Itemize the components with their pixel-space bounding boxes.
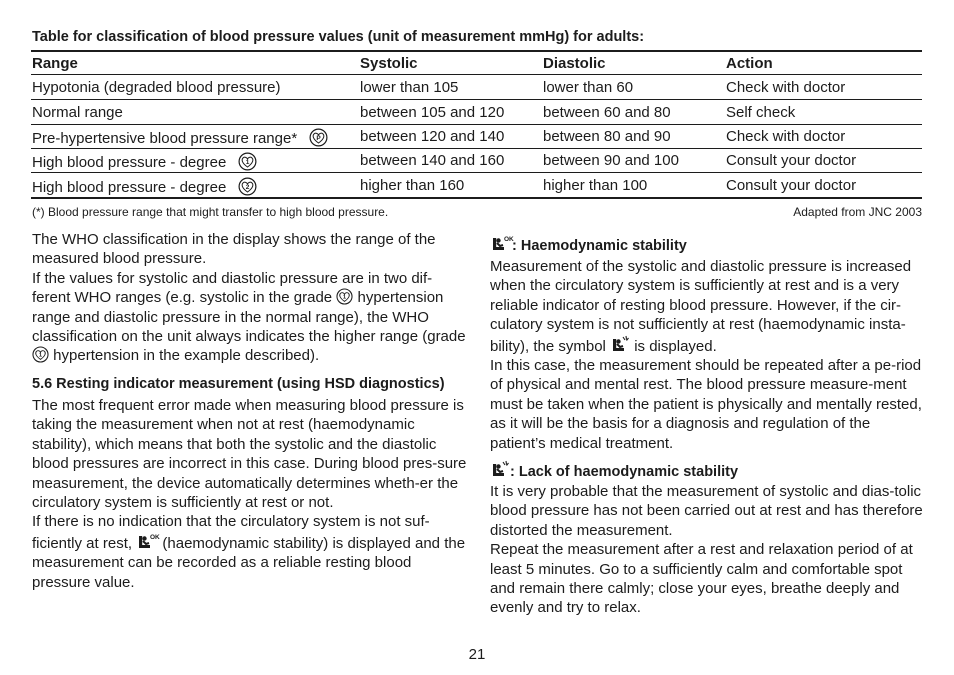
row-hypotonia-range: Hypotonia (degraded blood pressure) bbox=[32, 79, 281, 96]
row-grade2-range bbox=[32, 177, 257, 197]
haemodynamic-instability-icon bbox=[490, 460, 510, 479]
svg-text:2: 2 bbox=[246, 184, 250, 191]
stability-heading: OK : Haemodynamic stability bbox=[490, 234, 687, 255]
row-grade2-diastolic: higher than 100 bbox=[543, 177, 648, 194]
row-prehypertensive-label: Pre-hypertensive blood pressure range* bbox=[32, 130, 298, 147]
row-grade1-label: High blood pressure - degree bbox=[32, 154, 227, 171]
svg-text:1: 1 bbox=[38, 353, 43, 360]
row-hypotonia-systolic: lower than 105 bbox=[360, 79, 459, 96]
grade-p-heart-icon bbox=[309, 128, 328, 147]
table-caption: Table for classification of blood pressure values (unit of measurement mmHg) for adults: bbox=[32, 29, 645, 45]
table-source: Adapted from JNC 2003 bbox=[793, 205, 922, 219]
row-grade1-range bbox=[32, 152, 257, 172]
grade-1-heart-icon bbox=[32, 346, 49, 363]
row-grade2-action: Consult your doctor bbox=[726, 177, 857, 194]
table-footnote: (*) Blood pressure range that might transfer to high blood pressure. bbox=[32, 205, 389, 219]
svg-text:OK: OK bbox=[150, 533, 160, 541]
lack-paragraph-2: Repeat the measurement after a rest and relaxation period of at least 5 minutes. Go to a sufficiently calm and comfortable spot and remain there calmly; close your eyes, breathe deeply and evenly and try to relax. bbox=[490, 541, 913, 617]
svg-text:P: P bbox=[316, 135, 321, 142]
hsd-paragraph-2: If there is no indication that the circulatory system is not suf-ficiently at rest, OK (haemodynamic stability) is displayed and the measurement can be recorded as a reliable resting blood pressure value. bbox=[32, 513, 466, 591]
hsd-paragraph-1: The most frequent error made when measuring blood pressure is taking the measurement when not at rest (haemodynamic stability), which means that both the systolic and the diastolic blood pressures are incorrect in this case. During blood pres-sure measurement, the device automatically determines wheth-er the circulatory system is sufficiently at rest or not. bbox=[32, 397, 467, 512]
row-grade1-systolic: between 140 and 160 bbox=[360, 152, 505, 169]
row-grade1-diastolic: between 90 and 100 bbox=[543, 152, 679, 169]
row-prehypertensive-systolic: between 120 and 140 bbox=[360, 128, 505, 145]
row-prehypertensive-range bbox=[32, 128, 328, 148]
grade-1-heart-icon bbox=[336, 288, 353, 305]
who-classification-text bbox=[32, 230, 468, 366]
row-grade2-systolic: higher than 160 bbox=[360, 177, 465, 194]
row-prehypertensive-action: Check with doctor bbox=[726, 128, 846, 145]
table-rule bbox=[31, 172, 922, 173]
header-systolic: Systolic bbox=[360, 55, 418, 72]
haemodynamic-stability-ok-icon bbox=[490, 234, 512, 253]
svg-text:1: 1 bbox=[246, 159, 250, 166]
lack-paragraph-1: It is very probable that the measurement of systolic and dias-tolic blood pressure has not been carried out at rest and has therefore distorted the measurement. bbox=[490, 483, 923, 539]
table-rule bbox=[31, 124, 922, 125]
stability-text bbox=[490, 257, 924, 453]
lack-heading: : Lack of haemodynamic stability bbox=[490, 460, 738, 481]
who-paragraph-1: The WHO classification in the display shows the range of the measured blood pressure. bbox=[32, 231, 436, 268]
header-action: Action bbox=[726, 55, 773, 72]
page-number: 21 bbox=[468, 646, 486, 663]
section-heading-5-6: 5.6 Resting indicator measurement (using HSD diagnostics) bbox=[32, 376, 445, 392]
row-hypotonia-action: Check with doctor bbox=[726, 79, 846, 96]
row-grade1-action: Consult your doctor bbox=[726, 152, 857, 169]
row-normal-diastolic: between 60 and 80 bbox=[543, 104, 671, 121]
svg-text:OK: OK bbox=[504, 236, 514, 243]
stability-paragraph-1: Measurement of the systolic and diastolic pressure is increased when the circulatory system is sufficiently at rest and is a very reliable indicator of resting blood pressure. However, if the cir-culatory system is not sufficiently at rest (haemodynamic insta-bility), the symbol is displayed. bbox=[490, 258, 912, 355]
header-range: Range bbox=[32, 55, 78, 72]
table-rule bbox=[31, 74, 922, 75]
svg-text:1: 1 bbox=[343, 294, 347, 301]
haemodynamic-instability-icon bbox=[610, 335, 630, 354]
stability-paragraph-2: In this case, the measurement should be repeated after a pe-riod of physical and mental rest. The blood pressure measure-ment must be taken when the patient is physically and mentally rested, as it will be the basis for a diagnosis and regulation of the patient’s medical treatment. bbox=[490, 357, 922, 452]
row-prehypertensive-diastolic: between 80 and 90 bbox=[543, 128, 671, 145]
row-normal-range: Normal range bbox=[32, 104, 123, 121]
header-diastolic: Diastolic bbox=[543, 55, 606, 72]
who-paragraph-2: If the values for systolic and diastolic pressure are in two dif-ferent WHO ranges (e.g. systolic in the grade 1 hypertension range and diastolic pressure in the normal range), the WHO classification on the unit always indicates the higher range (grade 1 hypertension in the example described). bbox=[32, 269, 466, 365]
table-bottom-rule bbox=[31, 197, 922, 199]
lack-text bbox=[490, 482, 924, 618]
grade-1-heart-icon bbox=[238, 152, 257, 171]
table-rule bbox=[31, 148, 922, 149]
row-hypotonia-diastolic: lower than 60 bbox=[543, 79, 634, 96]
grade-2-heart-icon bbox=[238, 177, 257, 196]
haemodynamic-stability-ok-icon bbox=[136, 532, 158, 551]
table-rule bbox=[31, 99, 922, 100]
row-grade2-label: High blood pressure - degree bbox=[32, 179, 227, 196]
hsd-text bbox=[32, 396, 468, 592]
row-normal-action: Self check bbox=[726, 104, 796, 121]
row-normal-systolic: between 105 and 120 bbox=[360, 104, 505, 121]
table-top-rule bbox=[31, 50, 922, 52]
